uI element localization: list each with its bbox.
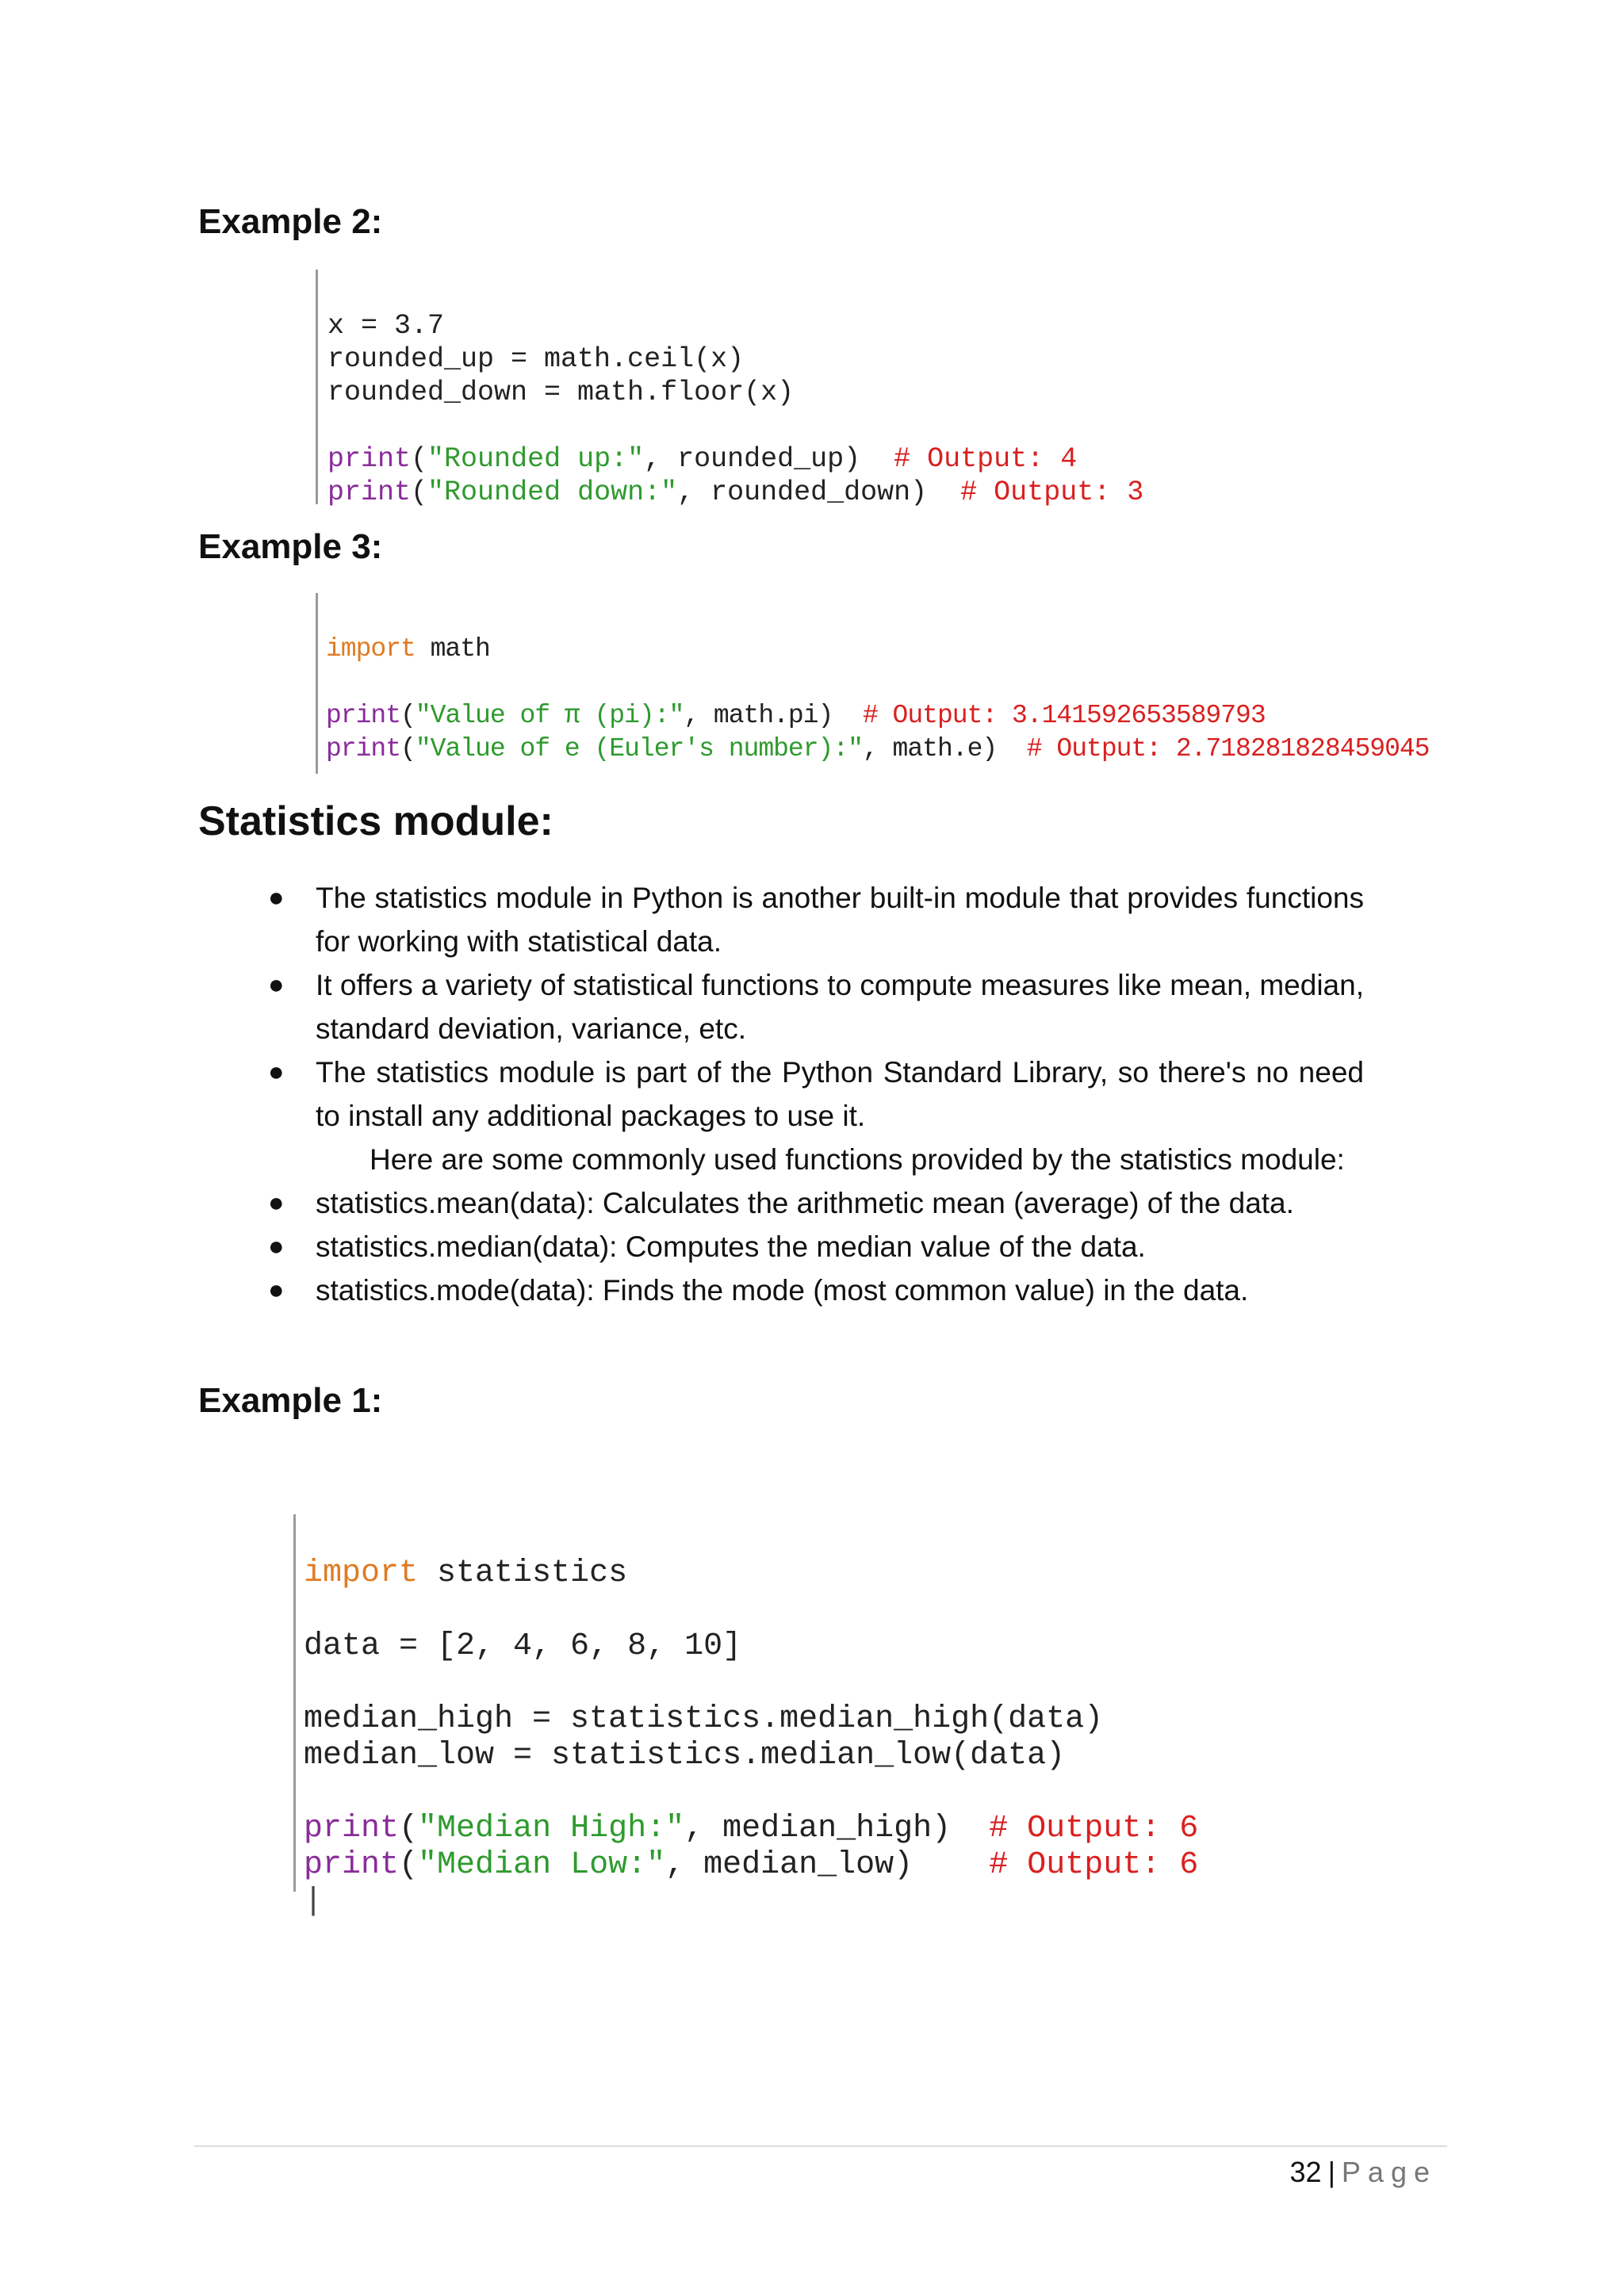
code-text: , median_low): [665, 1847, 990, 1883]
code-comment: # Output: 2.718281828459045: [1026, 734, 1430, 763]
code-text: , rounded_down): [677, 476, 961, 508]
code-comment: # Output: 4: [894, 443, 1078, 475]
code-punct: (: [411, 443, 428, 475]
code-text: , rounded_up): [644, 443, 894, 475]
code-line: x = 3.7: [327, 310, 445, 342]
code-line-blank: [327, 409, 1279, 442]
code-string: "Rounded up:": [427, 443, 645, 475]
code-string: "Median Low:": [418, 1847, 666, 1883]
list-item-intro: [262, 1138, 1364, 1181]
code-string: "Value of e (Euler's number):": [415, 734, 863, 763]
code-keyword: print: [327, 443, 412, 475]
code-line: [327, 476, 1279, 509]
code-block-example-3: [316, 593, 1452, 774]
list-item: [262, 1050, 1364, 1138]
code-punct: (: [399, 1847, 419, 1883]
code-keyword: print: [326, 701, 401, 730]
code-line: [304, 1556, 1335, 1592]
code-string: "Median High:": [418, 1811, 685, 1846]
list-item: [262, 876, 1364, 963]
code-comment: # Output: 6: [989, 1811, 1199, 1846]
heading-example-1: Example 1:: [198, 1381, 383, 1420]
bullet-dot-icon: ●: [268, 1275, 285, 1305]
list-item-text: statistics.mode(data): Finds the mode (most common value) in the data.: [316, 1274, 1249, 1307]
list-item-text: The statistics module in Python is another built-in module that provides functions for working with statistical data.: [316, 882, 1364, 958]
code-line: median_high = statistics.median_high(data): [304, 1701, 1104, 1737]
heading-example-3: Example 3:: [198, 527, 383, 566]
code-string: "Rounded down:": [427, 476, 678, 508]
code-text: , math.e): [862, 734, 1027, 763]
code-keyword: print: [327, 476, 412, 508]
code-line-blank: [304, 1665, 1335, 1701]
code-text: , math.pi): [684, 701, 863, 730]
code-text: , median_high): [684, 1811, 990, 1846]
bullet-dot-icon: ●: [268, 1057, 285, 1087]
code-punct: (: [411, 476, 428, 508]
code-line: [304, 1811, 1335, 1847]
bullet-dot-icon: ●: [268, 1231, 285, 1261]
list-item-text: statistics.median(data): Computes the median value of the data.: [316, 1230, 1146, 1263]
list-item: [262, 1269, 1364, 1312]
code-string: "Value of π (pi):": [415, 701, 684, 730]
statistics-bullet-list: [262, 876, 1364, 1312]
list-item-text: It offers a variety of statistical functions to compute measures like mean, median, standard deviation, variance, etc.: [316, 969, 1364, 1045]
code-line: rounded_down = math.floor(x): [327, 377, 795, 408]
code-line: [326, 733, 1452, 766]
heading-example-2: Example 2:: [198, 202, 383, 241]
code-block-example-2: [316, 270, 1279, 508]
code-keyword: print: [304, 1811, 400, 1846]
list-item-text: Here are some commonly used functions provided by the statistics module:: [370, 1143, 1345, 1176]
code-line: [304, 1847, 1335, 1884]
code-comment: # Output: 3.141592653589793: [862, 701, 1266, 730]
code-text: math: [415, 634, 490, 664]
list-item: [262, 1225, 1364, 1269]
page-label: Page: [1341, 2156, 1437, 2188]
list-item-text: statistics.mean(data): Calculates the arithmetic mean (average) of the data.: [316, 1187, 1294, 1219]
code-line-blank: [304, 1592, 1335, 1628]
code-keyword: print: [326, 734, 401, 763]
bullet-dot-icon: ●: [268, 970, 285, 1000]
code-keyword: import: [326, 634, 416, 664]
code-comment: # Output: 3: [960, 476, 1144, 508]
code-punct: (: [400, 734, 416, 763]
list-item: [262, 1181, 1364, 1225]
code-line: [326, 633, 1452, 666]
code-keyword: import: [304, 1556, 419, 1591]
code-line: [326, 699, 1452, 733]
code-line-blank: [326, 666, 1452, 699]
code-punct: (: [400, 701, 416, 730]
list-item: [262, 963, 1364, 1050]
code-block-example-1: [293, 1514, 1335, 1919]
code-line-blank: [304, 1774, 1335, 1811]
bullet-dot-icon: ●: [268, 882, 285, 913]
code-line: data = [2, 4, 6, 8, 10]: [304, 1628, 742, 1664]
code-line: median_low = statistics.median_low(data): [304, 1738, 1066, 1774]
code-text: statistics: [418, 1556, 628, 1591]
code-keyword: print: [304, 1847, 400, 1883]
code-punct: (: [399, 1811, 419, 1846]
footer-divider: [194, 2145, 1447, 2147]
code-comment: # Output: 6: [989, 1847, 1199, 1883]
text-cursor: |: [304, 1884, 324, 1919]
footer-separator: |: [1327, 2156, 1335, 2188]
list-item-text: The statistics module is part of the Python Standard Library, so there's no need to install any additional packages to use it.: [316, 1056, 1364, 1132]
code-line: [327, 442, 1279, 476]
bullet-dot-icon: ●: [268, 1188, 285, 1218]
page-number: 32: [1289, 2156, 1322, 2188]
code-line: rounded_up = math.ceil(x): [327, 343, 745, 375]
page-footer: [1290, 2152, 1437, 2192]
heading-statistics-module: Statistics module:: [198, 798, 553, 844]
